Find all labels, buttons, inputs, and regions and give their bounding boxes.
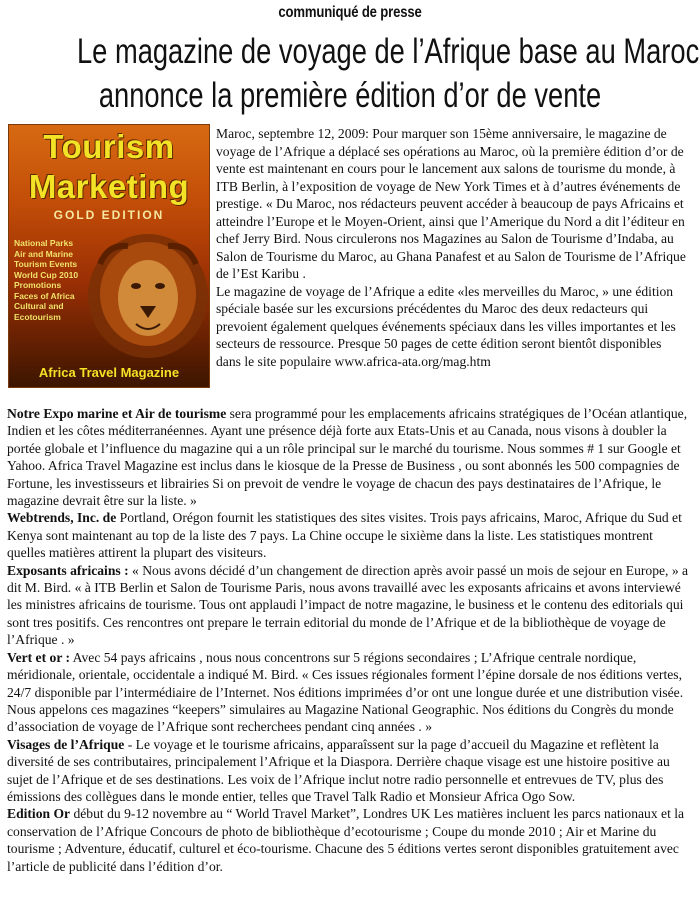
cover-topic-list xyxy=(14,238,84,322)
section-vert-et-or xyxy=(7,649,693,736)
headline-line-1: Le magazine de voyage de l’Afrique base au Maroc xyxy=(77,32,700,71)
cover-topic: Faces of Africa xyxy=(14,290,75,301)
cover-title-line-1: Tourism xyxy=(43,128,175,165)
section-text: Portland, Orégon fournit les statistiques des sites visites. Trois pays africains, Maroc, Afrique du Sud et Kenya sont maintenant au top de la liste des 7 pays. La Chine occupe le sixième dans la liste. Les statistiques montrent quelles matières attirent la plupart des visiteurs. xyxy=(7,510,682,561)
cover-topic: Ecotourism xyxy=(14,311,61,322)
cover-topic: World Cup 2010 xyxy=(14,269,79,280)
section-edition-or xyxy=(7,805,693,875)
section-text: Avec 54 pays africains , nous nous concentrons sur 5 régions secondaires ; L’Afrique centrale nordique, méridionale, orientale, occidentale a indiqué M. Bird. « Ces issues régionales forment l’épine dorsale de nos éditions vertes, 24/7 disponible par l’intermédiaire de l’Internet. Nos éditions imprimées d’or ont une longue durée et une distribution visée. Nous appelons ces magazines “keepers” simulaires au Magazine National Geographic. Nos éditions du Congrès du monde d’association de voyage de l’Afrique sont recherchees pendant cinq années . » xyxy=(7,649,684,735)
intro-paragraph-1: Maroc, septembre 12, 2009: Pour marquer son 15ème anniversaire, le magazine de voyage de l’Afrique a déplacé ses opérations au Maroc, où la première édition d’or de vente est maintenant en cours pour le lancement aux salons de tourisme du monde, à ITB Berlin, à l’exposition de voyage de New York Times et à d’autres événements de prestige. « Du Maroc, nos rédacteurs peuvent accéder à beaucoup de pays Africains et atteindre l’Europe et le Moyen-Orient, ainsi que l’Amerique du Nord a dit l’éditeur en chef Jerry Bird. Nous circulerons nos Magazines au Salon de Tourisme d’Indaba, au Salon de Tourisme du Maroc, au Ghana Panafest et au Salon de Tourisme de l’Afrique de l’Est Karibu . xyxy=(216,126,686,281)
cover-topic: Cultural and xyxy=(14,301,64,311)
section-text: début du 9-12 novembre au “ World Travel Market”, Londres UK Les matières incluent les parcs nationaux et la conservation de l’Afrique Concours de photo de bibliothèque d’ecotourisme ; Coupe du monde 2010 ; Air et Marine du tourisme ; Adventure, éducatif, culturel et éco-tourisme. Chacune des 5 éditions vertes seront disponibles gratuitement avec l’article de publicité dans l’édition d’or. xyxy=(7,806,685,874)
section-text: « Nous avons décidé d’un changement de direction après avoir passé un mois de sejour en Europe, » a dit M. Bird. « à ITB Berlin et Salon de Tourisme Paris, nous avons travaillé avec les exposants africains et avons interviewé les ministres africains de tourisme. Tous ont applaudi l’impact de notre magazine, le business et le contenu des editorials qui sont tres positifs. Ces rencontres ont prepare le terrain editorial du monde de l’Afrique et de la bibliothèque de voyage de l’Afrique . » xyxy=(7,562,689,648)
section-exposants xyxy=(7,562,693,649)
intro-text xyxy=(216,125,686,370)
section-text: sera programmé pour les emplacements africains stratégiques de l’Océan atlantique, Indien et les côtes méditerranéennes. Ayant une présence déjà forte aux Etats-Unis et au Canada, nous visons à doubler la portée globale et l’influence du magazine qui a un rôle principal sur le marché du tourisme. Nous sommes # 1 sur Google et Yahoo. Africa Travel Magazine est inclus dans le kiosque de la Presse de Business , ou sont abonnés les 500 compagnies de Fortune, les investisseurs et librairies Si on prevoit de vendre le voyage de chacun des pays destinataires de l’Afrique, le magazine devrait être sur la liste. » xyxy=(7,406,688,509)
magazine-cover-image xyxy=(8,124,210,388)
section-lead: Visages de l’Afrique xyxy=(7,736,125,752)
cover-title-line-2: Marketing xyxy=(28,168,190,205)
cover-topic: Promotions xyxy=(14,280,62,290)
headline-line-2: annonce la première édition d’or de vente xyxy=(98,76,602,115)
section-lead: Edition Or xyxy=(7,806,71,822)
cover-topic: Tourism Events xyxy=(14,259,78,269)
section-expo xyxy=(7,405,693,509)
cover-footer: Africa Travel Magazine xyxy=(38,365,180,380)
cover-topic: National Parks xyxy=(14,238,74,248)
cover-edition: GOLD EDITION xyxy=(53,208,165,222)
kicker: communiqué de presse xyxy=(278,4,422,21)
article-body xyxy=(7,405,693,875)
headline xyxy=(77,30,700,118)
section-text: - Le voyage et le tourisme africains, apparaîssent sur la page d’accueil du Magazine et reflètent la diversité de ses contributaires, principalement l’Afrique et la Diaspora. Derrière chaque visage est une histoire positive au sujet de l’Afrique et de ses destinations. Les voix de l’Afrique inclut notre radio personnelle et entrevues de TV, plus des émissions des collègues dans le monde entier, telles que Travel Talk Radio et Monsieur Africa Ogo Sow. xyxy=(7,736,670,804)
intro-paragraph-2: Le magazine de voyage de l’Afrique a edite «les merveilles du Maroc, » une édition spéciale basée sur les excursions précédentes du Maroc des deux redacteurs qui prevoient également quelques événements spéciaux dans les villes importantes et les secteurs de ressource. Presque 50 pages de cette édition seront bientôt disponibles dans le site populaire www.africa-ata.org/mag.htm xyxy=(216,283,676,369)
section-webtrends xyxy=(7,509,693,561)
cover-topic: Air and Marine xyxy=(14,248,74,259)
section-lead: Webtrends, Inc. de xyxy=(7,510,117,526)
section-lead: Vert et or : xyxy=(7,649,71,665)
section-lead: Notre Expo marine et Air de tourisme xyxy=(7,406,227,421)
lion-photo-icon xyxy=(78,224,210,364)
section-visages xyxy=(7,736,693,806)
section-lead: Exposants africains : xyxy=(7,562,129,578)
